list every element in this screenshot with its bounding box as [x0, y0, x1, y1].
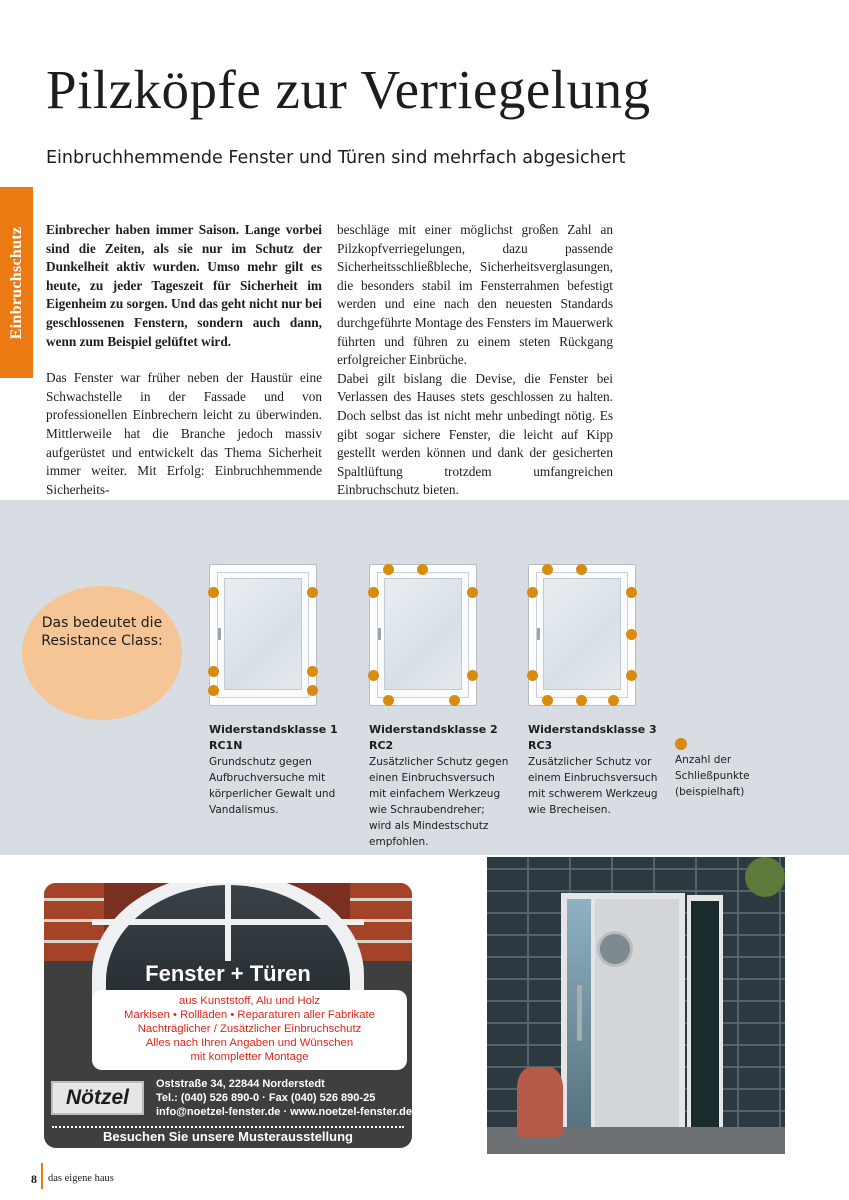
class-description: Grundschutz gegen Aufbruchversuche mit körperlicher Gewalt und Vandalismus.: [209, 756, 336, 816]
locking-point: [527, 587, 538, 598]
ad-divider: [52, 1126, 404, 1128]
locking-point: [608, 695, 619, 706]
class-description: Zusätzlicher Schutz vor einem Einbruchsversuch mit schwerem Werkzeug wie Brecheisen.: [528, 756, 658, 816]
legend-dot-icon: [675, 738, 687, 750]
page-subtitle: Einbruchhemmende Fenster und Türen sind mehrfach abgesichert: [46, 148, 626, 168]
window-diagram-rc2: [369, 564, 477, 706]
article-lead: Einbrecher haben immer Saison. Lange vorbei sind die Zeiten, als sie nur im Schutz der Dunkelheit aktiv wurden. Umso mehr gilt es heute, zu jeder Tageszeit für Sicherheit im Eigenheim zu sorgen. Und das geht nicht nur bei geschlossenen Fenstern, sondern auch dann, wenn zum Beispiel gelüftet wird.: [46, 222, 322, 349]
locking-point: [626, 587, 637, 598]
window-handle: [537, 628, 540, 640]
locking-point: [527, 670, 538, 681]
class-caption-rc3: [528, 722, 663, 818]
locking-point: [542, 564, 553, 575]
article-paragraph: beschläge mit einer möglichst großen Zahl an Pilzkopfverriegelungen, dazu passende Sicherheitsschließbleche, Sicherheitsverglasungen, die besonders stabil im Fensterrahmen befestigt werden und eine nach den neuesten Standards durchgeführte Montage des Fensters im Mauerwerk führten und führen zu einem steten Rückgang erfolgreicher Einbrüche.: [337, 222, 613, 368]
locking-point: [208, 666, 219, 677]
class-caption-rc1n: [209, 722, 359, 818]
ad-service-line: mit kompletter Montage: [190, 1051, 309, 1063]
locking-point: [368, 670, 379, 681]
class-description: Zusätzlicher Schutz gegen einen Einbruchsversuch mit einfachem Werkzeug wie Schraubendreher; wird als Mindestschutz empfohlen.: [369, 756, 509, 848]
window-diagram-rc3: [528, 564, 636, 706]
ad-web: info@noetzel-fenster.de · www.noetzel-fenster.de: [156, 1106, 412, 1118]
locking-point: [576, 564, 587, 575]
locking-point: [449, 695, 460, 706]
ad-contact: [156, 1077, 412, 1119]
window-diagram-rc1n: [209, 564, 317, 706]
class-name: Widerstandsklasse 3: [528, 723, 657, 736]
class-caption-rc2: [369, 722, 509, 850]
ad-service-line: aus Kunststoff, Alu und Holz: [178, 995, 321, 1007]
class-code: RC1N: [209, 739, 243, 752]
class-code: RC2: [369, 739, 394, 752]
locking-point: [576, 695, 587, 706]
locking-point: [383, 564, 394, 575]
locking-point: [417, 564, 428, 575]
ad-title: Fenster + Türen: [145, 961, 311, 986]
footer-divider: [41, 1163, 43, 1189]
ad-services-list: [92, 994, 407, 1064]
ad-service-line: Nachträglicher / Zusätzlicher Einbruchschutz: [137, 1023, 362, 1035]
locking-point: [208, 685, 219, 696]
intro-circle: [22, 586, 182, 720]
article-column-left: [46, 221, 322, 499]
article-column-right: [337, 221, 613, 500]
locking-point: [542, 695, 553, 706]
class-name: Widerstandsklasse 1: [209, 723, 338, 736]
ad-phone: Tel.: (040) 526 890-0 · Fax (040) 526 890-25: [156, 1092, 376, 1104]
locking-point: [467, 670, 478, 681]
locking-point: [307, 685, 318, 696]
intro-circle-text: Das bedeutet die Resistance Class:: [41, 615, 163, 649]
ad-footer: Besuchen Sie unsere Musterausstellung: [103, 1129, 353, 1144]
company-logo-text: Nötzel: [66, 1086, 129, 1109]
front-door-photo: [487, 857, 785, 1154]
locking-point: [383, 695, 394, 706]
advertisement: [44, 883, 412, 1148]
page-number: 8: [31, 1172, 37, 1186]
legend-text: Anzahl der Schließpunkte (beispielhaft): [675, 754, 750, 798]
locking-point: [307, 587, 318, 598]
locking-point: [208, 587, 219, 598]
article-paragraph: Dabei gilt bislang die Devise, die Fenster bei Verlassen des Hauses stets geschlossen zu halten. Doch selbst das ist nicht mehr unbedingt nötig. Es gibt sogar sichere Fenster, die leicht auf Kipp gestellt werden können und dank der gesicherten Spaltlüftung trotzdem umfangreichen Einbruchschutz bieten.: [337, 370, 613, 498]
ad-service-line: Alles nach Ihren Angaben und Wünschen: [145, 1037, 354, 1049]
ad-window-photo: [44, 883, 412, 961]
locking-point: [307, 666, 318, 677]
section-tab-label: Einbruchschutz: [7, 226, 25, 339]
company-logo: [51, 1081, 144, 1115]
locking-point: [626, 670, 637, 681]
section-tab: [0, 187, 33, 378]
publication-name: das eigene haus: [48, 1173, 114, 1184]
class-name: Widerstandsklasse 2: [369, 723, 498, 736]
window-handle: [378, 628, 381, 640]
ad-service-line: Markisen • Rollläden • Reparaturen aller Fabrikate: [124, 1009, 375, 1021]
page-title: Pilzköpfe zur Verriegelung: [46, 59, 651, 120]
article-paragraph: Das Fenster war früher neben der Haustür eine Schwachstelle in der Fassade und von professionellen Einbrechern leicht zu überwinden. Mittlerweile hat die Branche jedoch massiv aufgerüstet und entwickelt das Thema Sicherheit immer weiter. Mit Erfolg: Einbruchhemmende Sicherheits-: [46, 370, 322, 497]
locking-point: [626, 629, 637, 640]
locking-point: [467, 587, 478, 598]
ad-address: Oststraße 34, 22844 Norderstedt: [156, 1078, 325, 1090]
class-code: RC3: [528, 739, 553, 752]
window-handle: [218, 628, 221, 640]
locking-point: [368, 587, 379, 598]
